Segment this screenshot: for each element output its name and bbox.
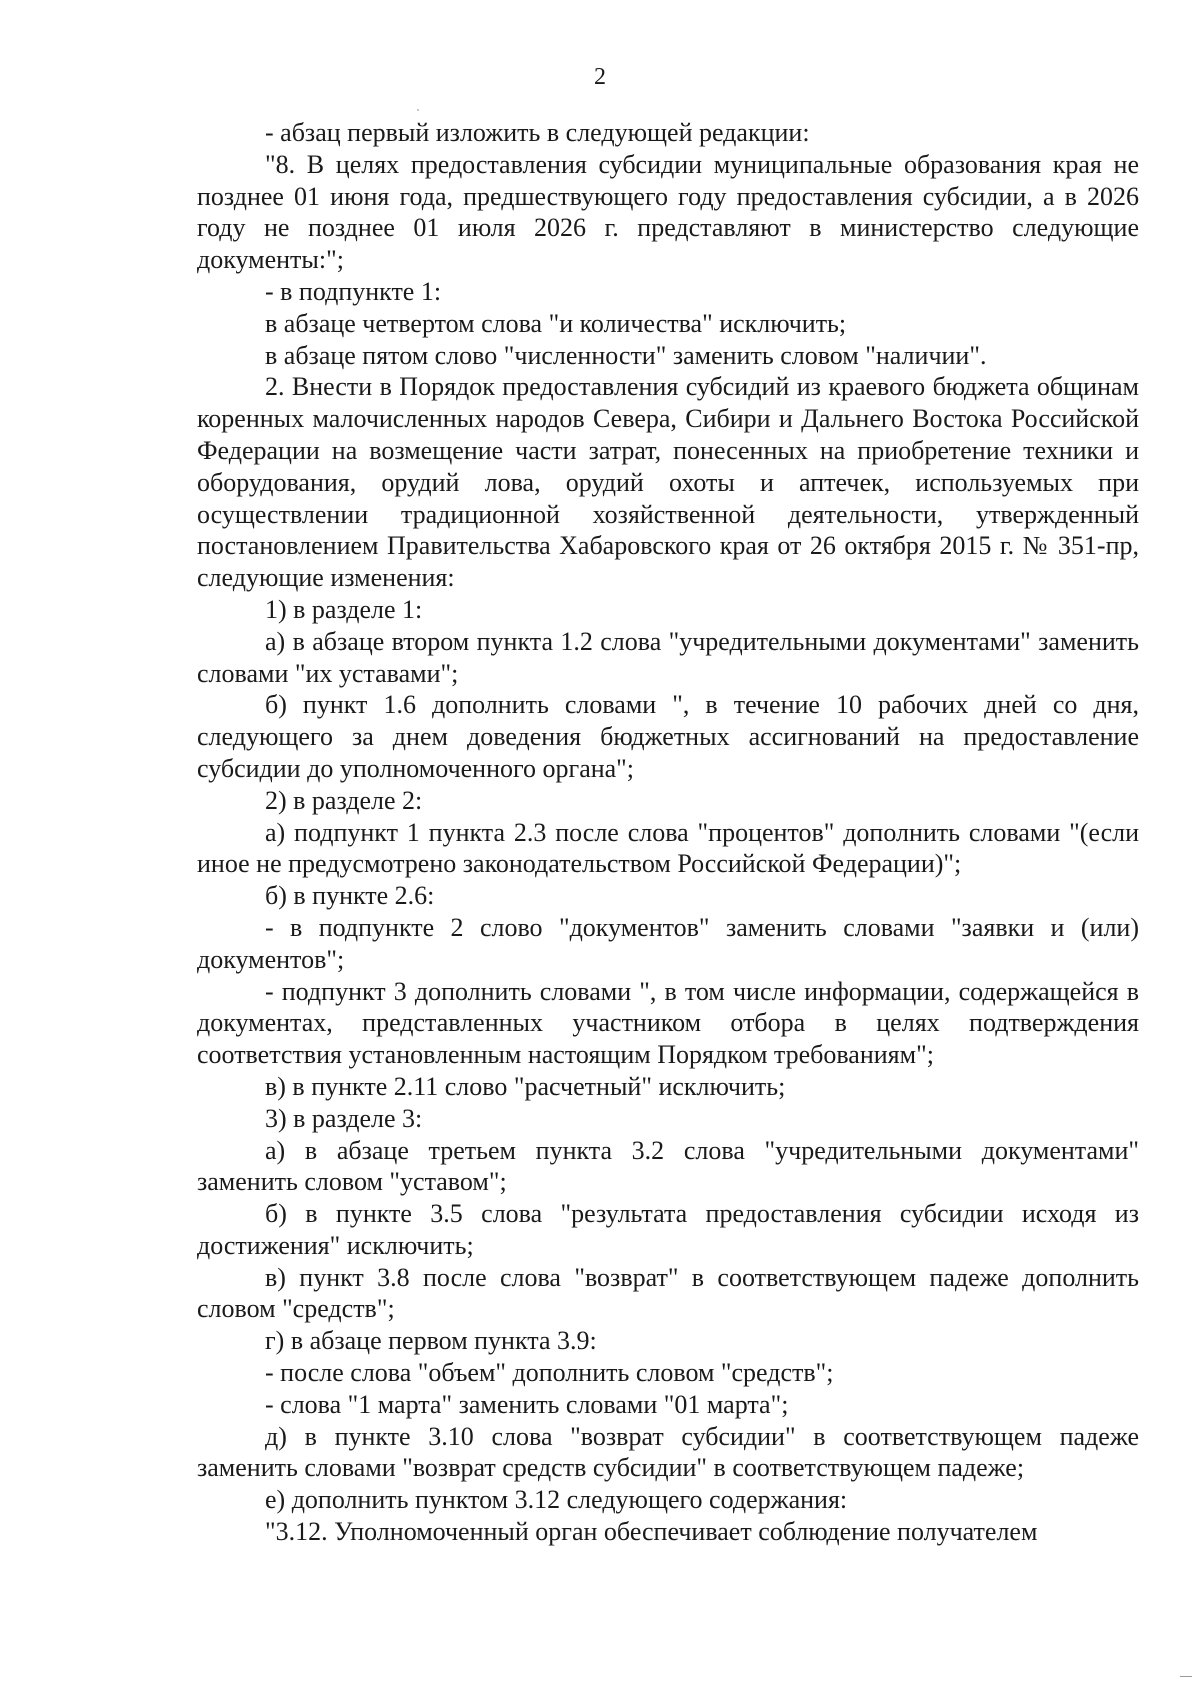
scan-speck [417, 109, 419, 111]
paragraph: - слова "1 марта" заменить словами "01 марта"; [265, 1389, 789, 1419]
paragraph: в) в пункте 2.11 слово "расчетный" исключить; [265, 1071, 786, 1101]
paragraph: б) в пункте 2.6: [265, 881, 435, 911]
document-body [197, 117, 1139, 1548]
paragraph: 3) в разделе 3: [265, 1103, 423, 1133]
paragraph: б) в пункте 3.5 слова "результата предоставления субсидии исходя из достижения" исключить; [197, 1199, 1139, 1260]
paragraph: - абзац первый изложить в следующей редакции: [265, 118, 810, 147]
paragraph: а) в абзаце втором пункта 1.2 слова "учредительными документами" заменить словами "их уставами"; [197, 626, 1139, 688]
page-number: 2 [594, 64, 606, 90]
paragraph: в абзаце пятом слово "численности" заменить словом "наличии". [265, 340, 987, 370]
paragraph: "8. В целях предоставления субсидии муниципальные образования края не позднее 01 июня года, предшествующего году предоставления субсидии, а в 2026 году не позднее 01 июля 2026 г. представляют в министерство следующие документы:"; [197, 149, 1139, 275]
paragraph: 2. Внести в Порядок предоставления субсидий из краевого бюджета общинам коренных малочисленных народов Севера, Сибири и Дальнего Востока Российской Федерации на возмещение части затрат, понесенных на приобретение техники и оборудования, орудий лова, орудий охоты и аптечек, используемых при осуществлении традиционной хозяйственной деятельности, утвержденный постановлением Правительства Хабаровского края от 26 октября 2015 г. № 351-пр, следующие изменения: [197, 372, 1139, 593]
paragraph: в) пункт 3.8 после слова "возврат" в соответствующем падеже дополнить словом "средств"; [197, 1262, 1139, 1324]
paragraph: - в подпункте 1: [265, 276, 442, 306]
paragraph: е) дополнить пунктом 3.12 следующего содержания: [265, 1485, 848, 1515]
paragraph: - в подпункте 2 слово "документов" заменить словами "заявки и (или) документов"; [197, 912, 1139, 974]
paragraph: в абзаце четвертом слова "и количества" исключить; [265, 308, 847, 338]
paragraph: 2) в разделе 2: [265, 785, 423, 815]
scan-edge-mark [1180, 1676, 1192, 1677]
paragraph: а) в абзаце третьем пункта 3.2 слова "учредительными документами" заменить словом "уставом"; [197, 1135, 1139, 1197]
paragraph: - подпункт 3 дополнить словами ", в том числе информации, содержащейся в документах, представленных участником отбора в целях подтверждения соответствия установленным настоящим Порядком требованиям"; [197, 976, 1139, 1070]
paragraph: 1) в разделе 1: [265, 594, 423, 624]
paragraph: а) подпункт 1 пункта 2.3 после слова "процентов" дополнить словами "(если иное не предусмотрено законодательством Российской Федерации)"; [197, 817, 1139, 879]
paragraph: б) пункт 1.6 дополнить словами ", в течение 10 рабочих дней со дня, следующего за днем доведения бюджетных ассигнований на предоставление субсидии до уполномоченного органа"; [197, 690, 1139, 783]
paragraph: "3.12. Уполномоченный орган обеспечивает соблюдение получателем [265, 1517, 1038, 1547]
paragraph: г) в абзаце первом пункта 3.9: [265, 1326, 597, 1356]
paragraph: - после слова "объем" дополнить словом "средств"; [265, 1358, 834, 1388]
paragraph: д) в пункте 3.10 слова "возврат субсидии" в соответствующем падеже заменить словами "возврат средств субсидии" в соответствующем падеже; [197, 1421, 1139, 1483]
